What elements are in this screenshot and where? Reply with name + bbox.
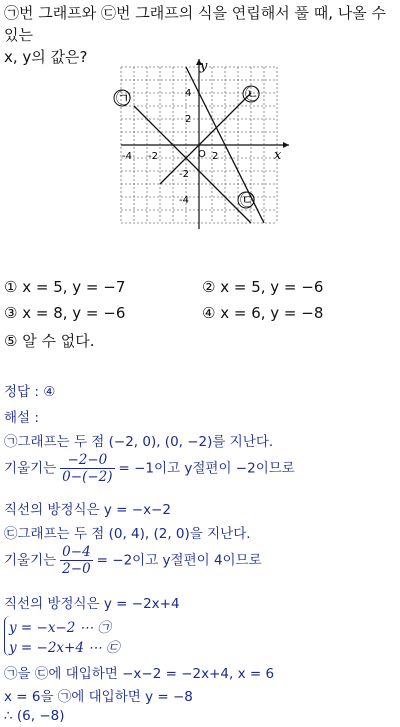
- fraction-numerator: −2−0: [60, 452, 114, 469]
- slope-fraction-2: [60, 544, 93, 577]
- solution-line-7: ㉠을 ㉢에 대입하면 −x−2 = −2x+4, x = 6: [4, 666, 275, 682]
- system-brace: [4, 616, 120, 656]
- x-tick-label: -4: [122, 151, 132, 162]
- y-tick-label: -4: [179, 195, 189, 206]
- slope-text: 기울기는: [4, 552, 57, 569]
- option-3[interactable]: ③ x = 8, y = −6: [4, 304, 126, 322]
- final-answer: ∴ (6, −8): [4, 708, 65, 724]
- fraction-denominator: 2−0: [62, 561, 91, 577]
- equation-system: [4, 616, 120, 656]
- fraction-denominator: 0−(−2): [62, 469, 113, 485]
- coordinate-graph: [108, 56, 290, 234]
- solution-line-6: 직선의 방정식은 y = −2x+4: [4, 596, 180, 612]
- solution-line-2: [4, 452, 295, 485]
- system-equation-2: y = −2x+4 ⋯ ㉢: [9, 640, 120, 656]
- solution-heading: 해설 :: [4, 410, 39, 426]
- solution-line-4: ㉢그래프는 두 점 (0, 4), (2, 0)을 지난다.: [4, 526, 251, 542]
- origin-label: O: [198, 149, 206, 160]
- system-equation-1: y = −x−2 ⋯ ㉠: [9, 620, 111, 636]
- marker-line-2: ㉡: [245, 85, 261, 103]
- marker-line-1: ㉠: [116, 89, 132, 107]
- solution-line-8: x = 6을 ㉠에 대입하면 y = −8: [4, 689, 193, 705]
- solution-line-1: ㉠그래프는 두 점 (−2, 0), (0, −2)를 지난다.: [4, 434, 274, 450]
- solution-line-5: [4, 544, 262, 577]
- question-line-2: x, y의 값은?: [4, 48, 88, 66]
- slope-fraction-1: [60, 452, 114, 485]
- x-tick-label: 2: [212, 151, 219, 162]
- y-axis-label: y: [200, 59, 208, 74]
- y-tick-label: 2: [185, 114, 192, 125]
- option-2[interactable]: ② x = 5, y = −6: [202, 278, 324, 296]
- option-5[interactable]: ⑤ 알 수 없다.: [4, 332, 95, 350]
- question-line-1: ㉠번 그래프와 ㉢번 그래프의 식을 연립해서 풀 때, 나올 수 있는: [4, 4, 386, 44]
- option-4[interactable]: ④ x = 6, y = −8: [202, 304, 324, 322]
- x-tick-label: -2: [148, 151, 158, 162]
- marker-line-3: ㉢: [240, 191, 256, 209]
- answer-line: 정답 : ④: [4, 384, 56, 400]
- slope-result: = −2이고 y절편이 4이므로: [96, 552, 262, 569]
- x-axis-arrow: [283, 142, 289, 148]
- x-axis-label: x: [274, 148, 282, 163]
- fraction-numerator: 0−4: [62, 544, 91, 560]
- y-tick-label: 4: [185, 88, 192, 99]
- solution-line-3: 직선의 방정식은 y = −x−2: [4, 502, 171, 518]
- slope-result: = −1이고 y절편이 −2이므로: [118, 460, 295, 477]
- y-tick-label: -2: [179, 169, 189, 180]
- option-1[interactable]: ① x = 5, y = −7: [4, 278, 126, 296]
- graph-line-1: [134, 106, 251, 223]
- slope-text: 기울기는: [4, 460, 57, 477]
